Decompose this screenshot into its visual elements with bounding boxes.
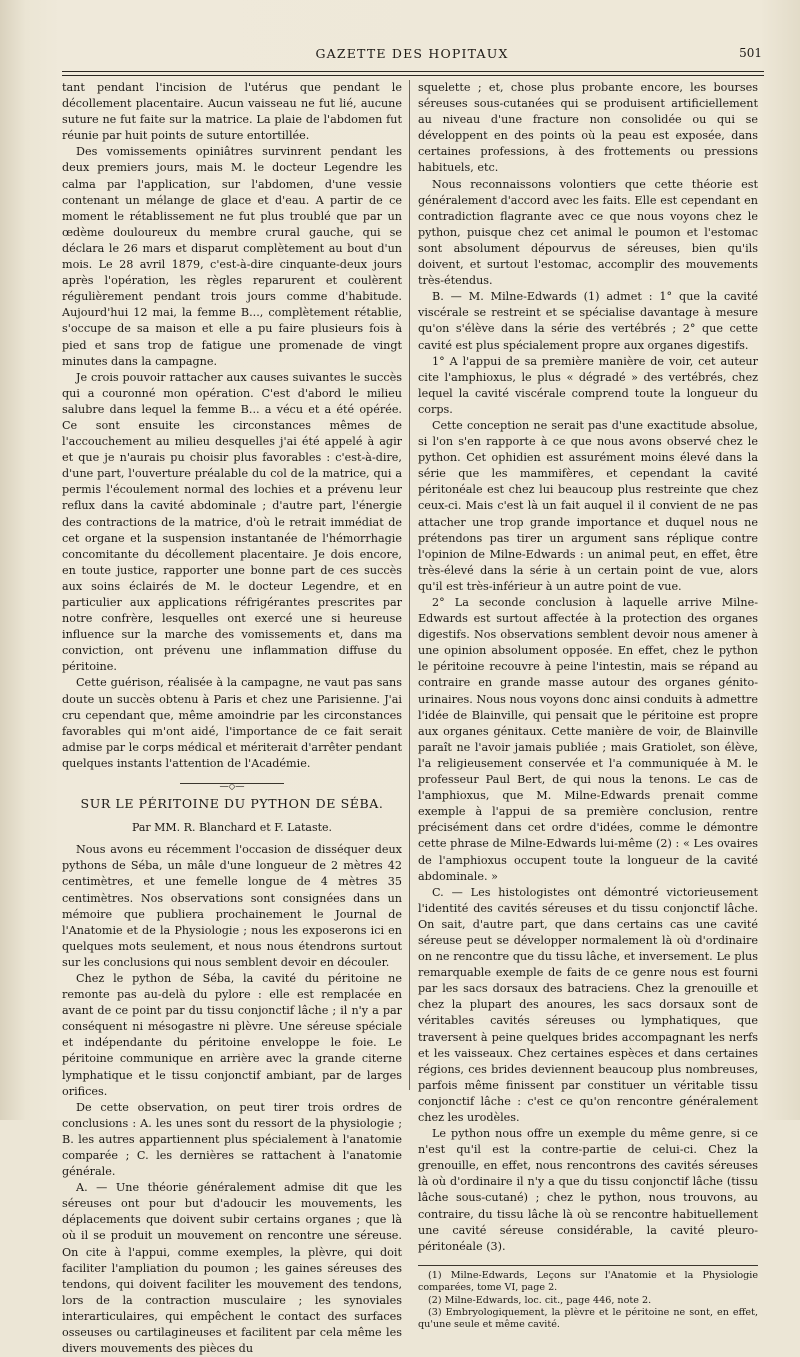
right-column <box>418 80 758 1332</box>
paragraph: Nous reconnaissons volontiers que cette théorie est généralement d'accord avec les faits. Elle est cependant en contradiction flagrante avec ce que nous voyons chez le python, puisque chez cet animal le poumon et l'estomac sont absolument dépourvus de séreuses, bien qu'ils doivent, et surtout l'estomac, accomplir des mouvements très-étendus. <box>418 177 758 288</box>
footnote: (1) Milne-Edwards, Leçons sur l'Anatomie et la Physiologie comparées, tome VI, page 2. <box>418 1269 758 1294</box>
left-column <box>62 80 402 1357</box>
paragraph: Des vomissements opiniâtres survinrent pendant les deux premiers jours, mais M. le docteur Legendre les calma par l'application, sur l'abdomen, d'une vessie contenant un mélange de glace et d'eau. A partir de ce moment le rétablissement ne fut plus troublé que par un œdème douloureux du membre crural gauche, qui se déclara le 26 mars et disparut complètement au bout d'un mois. Le 28 avril 1879, c'est-à-dire cinquante-deux jours après l'opération, les règles reparurent et coulèrent régulièrement pendant trois jours comme d'habitude. Aujourd'hui 12 mai, la femme B..., complètement rétablie, s'occupe de sa maison et elle a pu faire plusieurs fois à pied et sans trop de fatigue une promenade de vingt minutes dans la campagne. <box>62 145 402 368</box>
paragraph: Nous avons eu récemment l'occasion de disséquer deux pythons de Séba, un mâle d'une longueur de 2 mètres 42 centimètres, et une femelle longue de 4 mètres 35 centimètres. Nos observations sont consignées dans un mémoire que publiera prochainement le Journal de l'Anatomie et de la Physiologie ; nous les exposerons ici en quelques mots seulement, et nous nous étendrons surtout sur les conclusions qui nous semblent devoir en découler. <box>62 843 402 969</box>
journal-title: GAZETTE DES HOPITAUX <box>315 46 509 61</box>
paragraph: Cette conception ne serait pas d'une exactitude absolue, si l'on s'en rapporte à ce que nous avons observé chez le python. Cet ophidien est assurément moins élevé dans la série que les mammifères, et cependant la cavité péritonéale est chez lui beaucoup plus restreinte que chez ceux-ci. Mais c'est là un fait auquel il il convient de ne pas attacher une trop grande importance et duquel nous ne prétendons pas tirer un argument sans réplique contre l'opinion de Milne-Edwards : un animal peut, en effet, être très-élevé dans la série à un certain point de vue, alors qu'il est très-inférieur à un autre point de vue. <box>418 418 758 593</box>
paragraph: 1° A l'appui de sa première manière de voir, cet auteur cite l'amphioxus, le plus « dégradé » des vertébrés, chez lequel la cavité viscérale comprend toute la longueur du corps. <box>418 354 758 416</box>
page-number: 501 <box>739 46 762 60</box>
paragraph: De cette observation, on peut tirer trois ordres de conclusions : A. les unes sont du ressort de la physiologie ; B. les autres appartiennent plus spécialement à l'anatomie comparée ; C. les dernières se rattachent à l'anatomie générale. <box>62 1100 402 1179</box>
footnote-rule <box>418 1265 758 1266</box>
paragraph: squelette ; et, chose plus probante encore, les bourses séreuses sous-cutanées qui se produisent artificiellement au niveau d'une fracture non consolidée ou qui se développent en des points où la peau est exposée, dans certaines professions, à des frottements ou pressions habituels, etc. <box>418 81 758 175</box>
paragraph: C. — Les histologistes ont démontré victorieusement l'identité des cavités séreuses et du tissu conjonctif lâche. On sait, d'autre part, que dans certains cas une cavité séreuse peut se développer normalement là où d'ordinaire on ne rencontre que du tissu lâche, et inversement. Le plus remarquable exemple de faits de ce genre nous est fourni par les sacs dorsaux des batraciens. Chez la grenouille et chez la plupart des anoures, les sacs dorsaux sont de véritables cavités séreuses ou lymphatiques, que traversent à peine quelques brides accompagnant les nerfs et les vaisseaux. Chez certaines espèces et dans certaines régions, ces brides deviennent beaucoup plus nombreuses, parfois même finissent par constituer un véritable tissu conjonctif lâche : c'est ce qu'on rencontre généralement chez les urodèles. <box>418 885 758 1124</box>
article-authors: Par MM. R. Blanchard et F. Lataste. <box>131 821 333 835</box>
paragraph: Le python nous offre un exemple du même genre, si ce n'est qu'il est la contre-partie de celui-ci. Chez la grenouille, en effet, nous rencontrons des cavités séreuses là où d'ordinaire il n'y a que du tissu conjonctif lâche (tissu lâche sous-cutané) ; chez le python, nous trouvons, au contraire, du tissu lâche là où se rencontre habituellement une cavité séreuse considérable, la cavité pleuro-péritonéale (3). <box>418 1127 758 1253</box>
header-rule-thick <box>62 71 764 72</box>
page-header <box>62 44 762 64</box>
separator-ornament: —◇— <box>219 782 245 793</box>
paragraph: tant pendant l'incision de l'utérus que pendant le décollement placentaire. Aucun vaisseau ne fut lié, aucune suture ne fut faite sur la matrice. La plaie de l'abdomen fut réunie par huit points de suture entortillée. <box>62 81 402 143</box>
paragraph: Cette guérison, réalisée à la campagne, ne vaut pas sans doute un succès obtenu à Paris et chez une Parisienne. J'ai cru cependant que, même amoindrie par les circonstances favorables qui m'ont aidé, l'importance de ce fait serait admise par le corps médical et mériterait d'arrêter pendant quelques instants l'attention de l'Académie. <box>62 676 402 770</box>
column-divider <box>409 80 410 1090</box>
section-separator <box>62 778 402 793</box>
paragraph: 2° La seconde conclusion à laquelle arrive Milne-Edwards est surtout affectée à la protection des organes digestifs. Nos observations semblent devoir nous amener à une opinion absolument opposée. En effet, chez le python le péritoine recouvre à peine l'intestin, mais se répand au contraire en grande masse autour des organes génito-urinaires. Nous nous voyons donc ainsi conduits à admettre l'idée de Blainville, qui pensait que le péritoine est propre aux organes génitaux. Cette manière de voir, de Blainville paraît ne l'avoir jamais publiée ; mais Gratiolet, son élève, l'a religieusement conservée et l'a communiquée à M. le professeur Paul Bert, de qui nous la tenons. Le cas de l'amphioxus, que M. Milne-Edwards prenait comme exemple à l'appui de sa première conclusion, rentre précisément dans cet ordre d'idées, comme le démontre cette phrase de Milne-Edwards lui-même (2) : « Les ovaires de l'amphioxus occupent toute la longueur de la cavité abdominale. » <box>418 596 758 883</box>
paragraph: B. — M. Milne-Edwards (1) admet : 1° que la cavité viscérale se restreint et se spécialise davantage à mesure qu'on s'élève dans la série des vertébrés ; 2° que cette cavité est plus spécialement propre aux organes digestifs. <box>418 290 758 352</box>
article-title: SUR LE PÉRITOINE DU PYTHON DE SÉBA. <box>80 796 384 812</box>
paragraph: A. — Une théorie généralement admise dit que les séreuses ont pour but d'adoucir les mouvements, les déplacements que doivent subir certains organes ; que là où il se produit un mouvement on rencontre une séreuse. On cite à l'appui, comme exemples, la plèvre, qui doit faciliter l'ampliation du poumon ; les gaines séreuses des tendons, qui doivent faciliter les mouvement des tendons, lors de la contraction musculaire ; les synoviales interarticulaires, qui empêchent le contact des surfaces osseuses ou cartilagineuses et facilitent par cela même les divers mouvements des pièces du <box>62 1181 402 1356</box>
footnote: (3) Embryologiquement, la plèvre et le péritoine ne sont, en effet, qu'une seule et même cavité. <box>418 1307 758 1331</box>
paragraph: Je crois pouvoir rattacher aux causes suivantes le succès qui a couronné mon opération. C'est d'abord le milieu salubre dans lequel la femme B... a vécu et a été opérée. Ce sont ensuite les circonstances mêmes de l'accouchement au milieu desquelles j'ai été appelé à agir et que je n'aurais pu choisir plus favorables : c'est-à-dire, d'une part, l'ouverture préalable du col de la matrice, qui a permis l'écoulement normal des lochies et a prévenu leur reflux dans la cavité abdominale ; d'autre part, l'énergie des contractions de la matrice, d'où le retrait immédiat de cet organe et la suspension instantanée de l'hémorrhagie concomitante du décollement placentaire. Je dois encore, en toute justice, rapporter une bonne part de ces succès aux soins éclairés de M. le docteur Legendre, et en particulier aux applications réfrigérantes prescrites par notre confrère, lesquelles ont exercé une si heureuse influence sur la marche des vomissements et, dans ma conviction, ont prévenu une inflammation diffuse du péritoine. <box>62 370 402 674</box>
footnote: (2) Milne-Edwards, loc. cit., page 446, note 2. <box>428 1294 652 1306</box>
header-rule-thin <box>62 75 764 76</box>
paragraph: Chez le python de Séba, la cavité du péritoine ne remonte pas au-delà du pylore : elle est remplacée en avant de ce point par du tissu conjonctif lâche ; il n'y a par conséquent ni mésogastre ni plèvre. Une séreuse spéciale et indépendante du péritoine enveloppe le foie. Le péritoine communique en arrière avec la grande citerne lymphatique et le tissu conjonctif ambiant, par de larges orifices. <box>62 971 402 1098</box>
footnotes <box>418 1270 758 1332</box>
